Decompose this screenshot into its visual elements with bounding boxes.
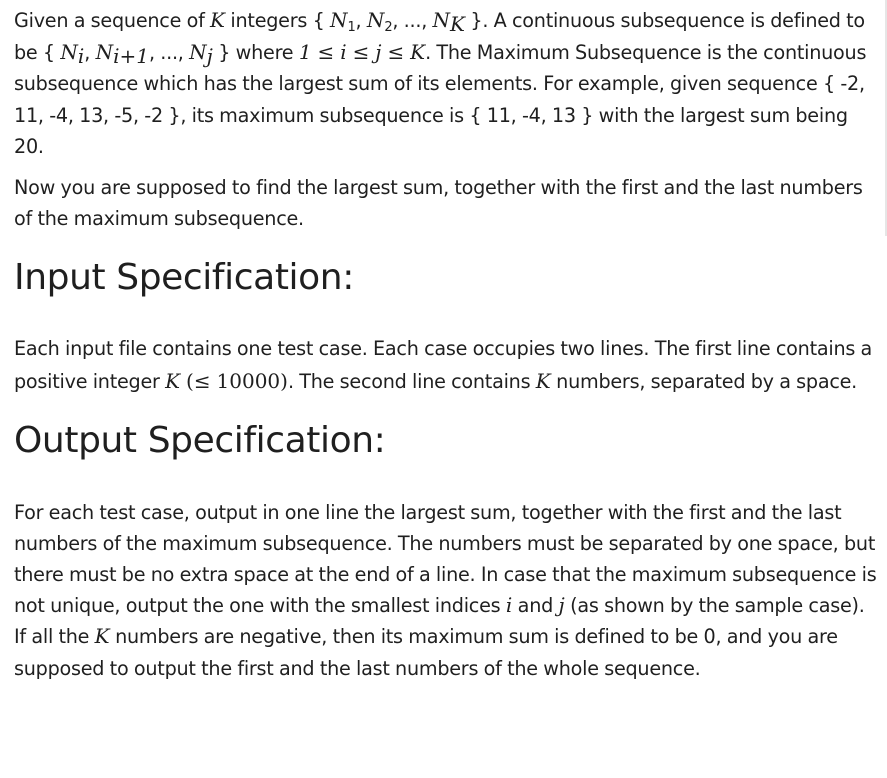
text-segment: For each test case, output in one line the largest sum, together with the first and the last numbers of the maximum subsequence. The numbers must be separated by one space, but there must be no extra space at the end of a line. In case that the maximum subsequence is not unique, output the one with the smallest indices xyxy=(14,500,877,618)
math-n: N xyxy=(95,39,114,64)
math-n: N xyxy=(432,8,451,32)
math-n: N xyxy=(329,8,348,32)
output-specification-text xyxy=(14,497,880,684)
input-specification-heading: Input Specification: xyxy=(14,256,354,298)
text-segment: numbers, separated by a space. xyxy=(550,369,858,393)
math-subscript: j xyxy=(206,43,213,68)
math-subscript: 2 xyxy=(384,20,393,35)
math-subscript: i+1 xyxy=(113,43,149,68)
math-n: N xyxy=(366,8,385,32)
math-subscript: 1 xyxy=(347,20,356,35)
text-segment: and xyxy=(512,594,559,618)
text-segment: (as shown by the sample case). If all the xyxy=(14,594,865,649)
text-segment: integers { xyxy=(224,9,330,32)
text-segment: Each input file contains one test case. Each case occupies two lines. The first line contains a positive integer xyxy=(14,336,873,393)
text-segment: , xyxy=(355,9,367,32)
problem-statement xyxy=(14,5,880,684)
math-n: N xyxy=(189,39,207,64)
text-segment: . The second line contains xyxy=(287,369,536,393)
math-k: K xyxy=(165,368,181,393)
math-k: K xyxy=(210,8,225,32)
text-segment: } where xyxy=(212,40,299,64)
output-specification-heading: Output Specification: xyxy=(14,419,386,461)
text-segment: . The Maximum Subsequence is the continuous subsequence which has the largest sum of its elements. For example, given sequence { -2, 11, -4, 13, -5, -2 }, its maximum subsequence is { 11, -4, 13 } with the largest sum being 20. xyxy=(14,40,867,158)
math-n: N xyxy=(60,39,78,64)
math-k: K xyxy=(535,368,551,393)
math-i: i xyxy=(505,593,513,618)
math-j: j xyxy=(558,593,565,618)
input-specification-text xyxy=(14,332,880,398)
math-k: K xyxy=(94,624,110,649)
math-subscript: i xyxy=(77,43,85,68)
task-description: Now you are supposed to find the largest sum, together with the first and the last numbers of the maximum subsequence. xyxy=(14,175,863,230)
text-segment: , ..., xyxy=(392,9,433,32)
text-segment: numbers are negative, then its maximum sum is defined to be 0, and you are supposed to output the first and the last numbers of the whole sequence. xyxy=(14,625,838,680)
problem-description xyxy=(14,5,880,163)
text-segment: }. A continuous subsequence is defined to be { xyxy=(14,9,865,64)
math-bound: (≤ 10000) xyxy=(180,368,288,393)
text-segment: , ..., xyxy=(148,40,190,64)
text-segment: Given a sequence of xyxy=(14,9,211,32)
math-subscript: K xyxy=(450,12,465,36)
text-segment: , xyxy=(84,40,96,64)
math-inequality: 1 ≤ i ≤ j ≤ K xyxy=(298,39,426,64)
